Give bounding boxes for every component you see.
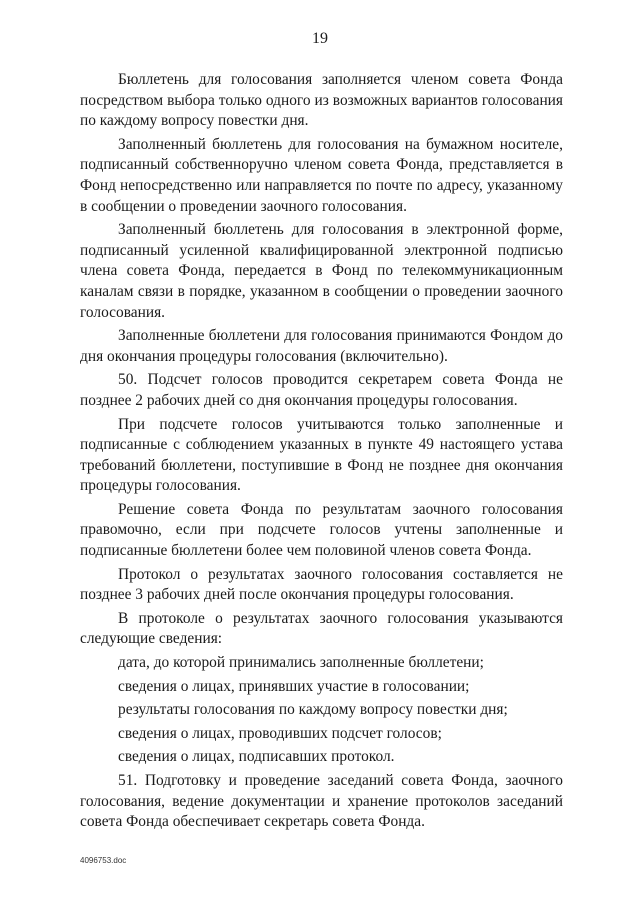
list-item: дата, до которой принимались заполненные бюллетени; — [118, 654, 484, 672]
paragraph: Бюллетень для голосования заполняется членом совета Фонда посредством выбора только одного из возможных вариантов голосования по каждому вопросу повестки дня. — [80, 71, 563, 130]
document-body — [80, 70, 563, 836]
paragraph: Заполненный бюллетень для голосования на бумажном носителе, подписанный собственноручно членом совета Фонда, представляется в Фонд непосредственно или направляется по почте по адресу, указанному в сообщении о проведении заочного голосования. — [80, 135, 563, 215]
paragraph-item-50: 50. Подсчет голосов проводится секретарем совета Фонда не позднее 2 рабочих дней со дня окончания процедуры голосования. — [80, 371, 563, 409]
list-item: сведения о лицах, подписавших протокол. — [118, 748, 395, 766]
paragraph: Заполненный бюллетень для голосования в электронной форме, подписанный усиленной квалифицированной электронной подписью члена совета Фонда, передается в Фонд по телекоммуникационным каналам связи в порядке, указанном в сообщении о проведении заочного голосования. — [80, 221, 563, 321]
paragraph: Решение совета Фонда по результатам заочного голосования правомочно, если при подсчете голосов учтены заполненные и подписанные бюллетени более чем половиной членов совета Фонда. — [80, 500, 563, 560]
paragraph: Протокол о результатах заочного голосования составляется не позднее 3 рабочих дней после окончания процедуры голосования. — [80, 565, 563, 604]
list-item: сведения о лицах, проводивших подсчет голосов; — [118, 724, 442, 742]
paragraph: Заполненные бюллетени для голосования принимаются Фондом до дня окончания процедуры голосования (включительно). — [80, 327, 563, 365]
protocol-info-list — [80, 653, 563, 768]
footer-filename: 4096753.doc — [80, 856, 127, 865]
paragraph-item-51: 51. Подготовку и проведение заседаний совета Фонда, заочного голосования, ведение документации и хранение протоколов заседаний совета Фонда обеспечивает секретарь совета Фонда. — [80, 772, 563, 831]
page-number: 19 — [312, 30, 328, 47]
list-item: результаты голосования по каждому вопросу повестки дня; — [118, 701, 508, 719]
list-item: сведения о лицах, принявших участие в голосовании; — [118, 677, 470, 695]
paragraph: При подсчете голосов учитываются только заполненные и подписанные с соблюдением указанных в пункте 49 настоящего устава требований бюллетени, поступившие в Фонд не позднее дня окончания процедуры голосования. — [80, 415, 563, 495]
paragraph: В протоколе о результатах заочного голосования указываются следующие сведения: — [80, 609, 563, 648]
